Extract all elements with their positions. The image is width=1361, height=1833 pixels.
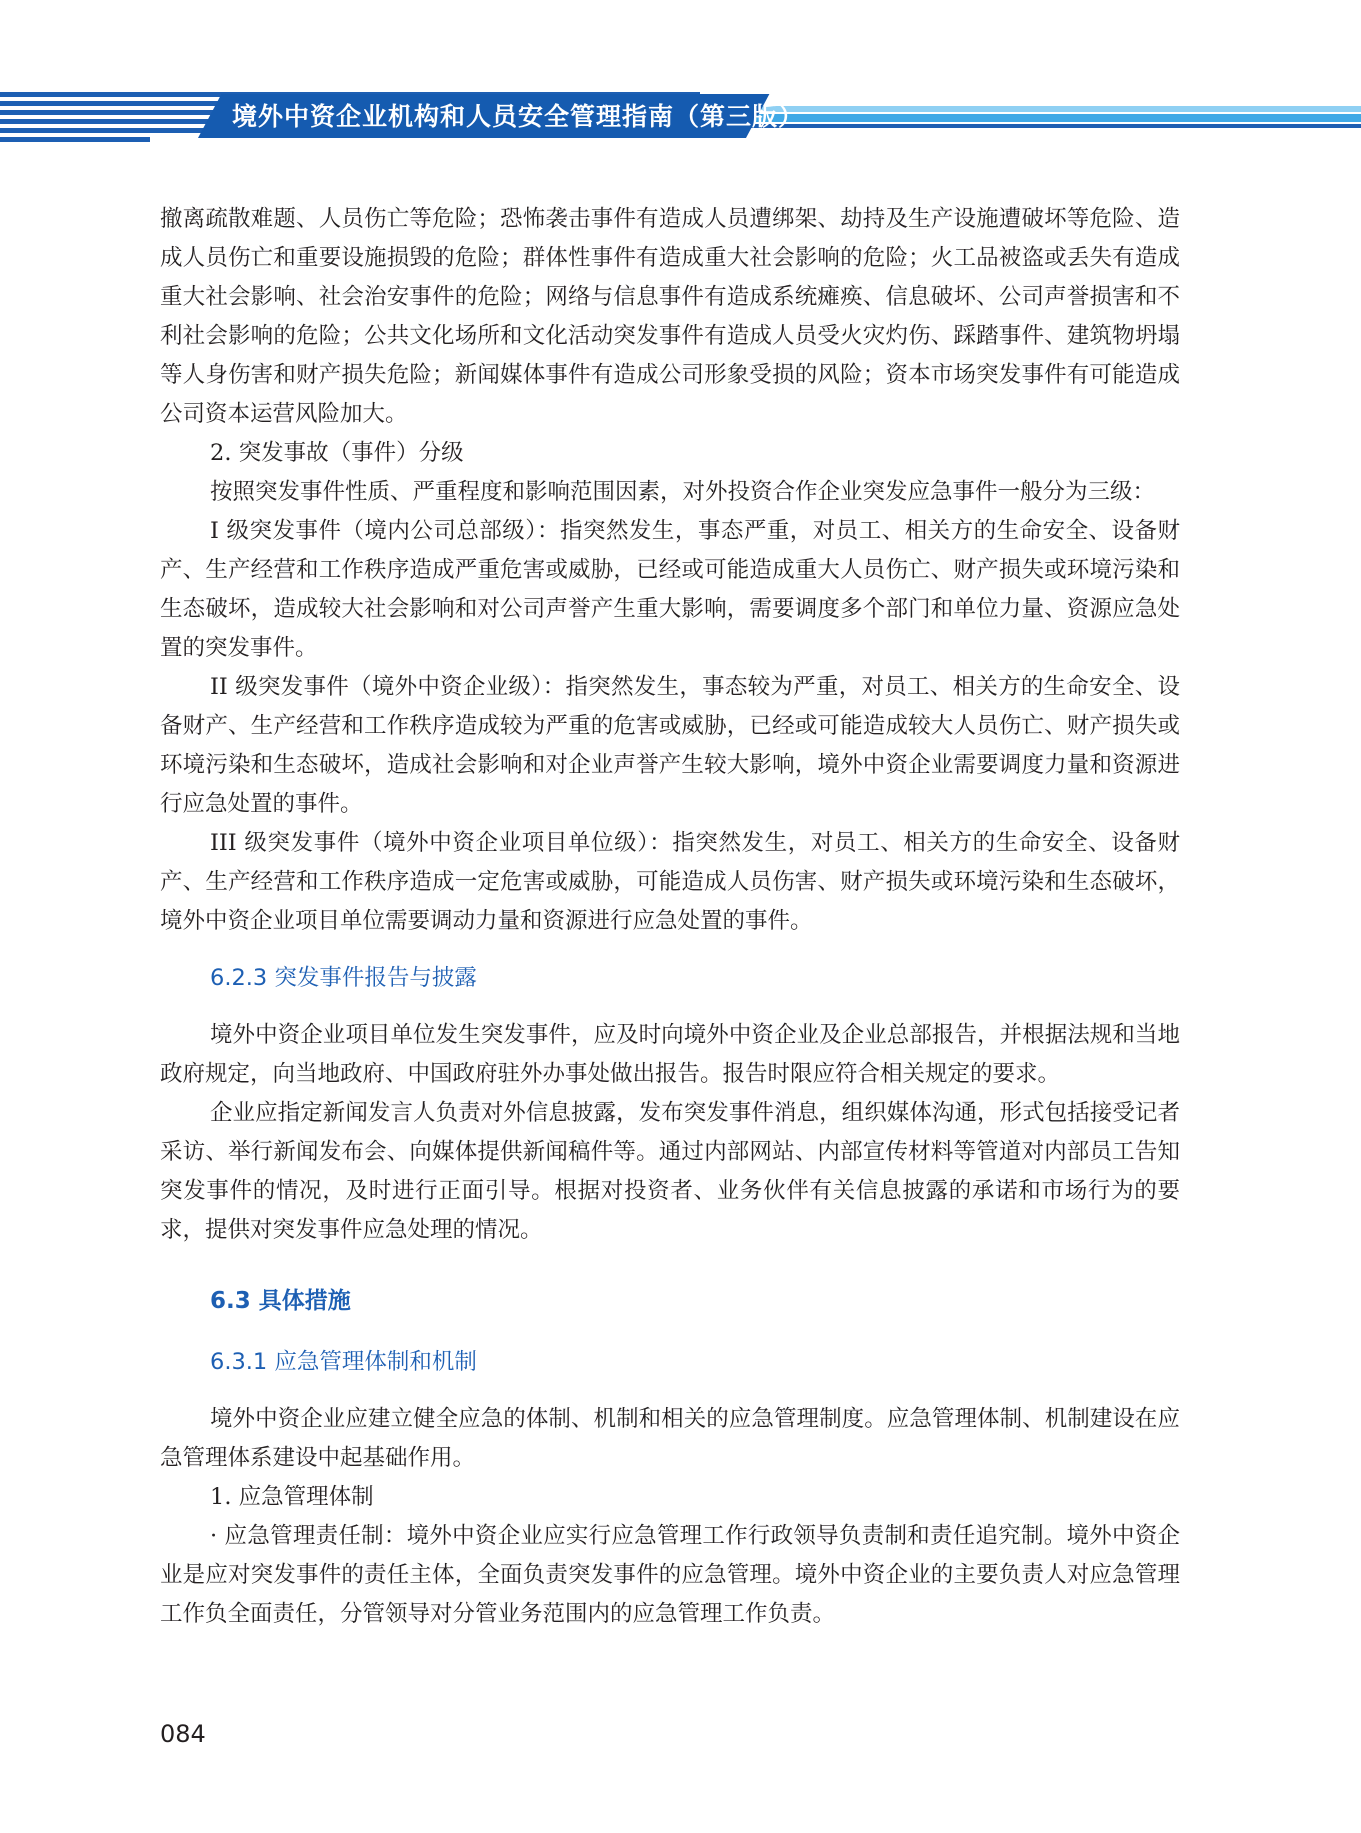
paragraph: III 级突发事件（境外中资企业项目单位级）：指突然发生，对员工、相关方的生命安全、设备财产、生产经营和工作秩序造成一定危害或威胁，可能造成人员伤害、财产损失或环境污染和生态破坏，境外中资企业项目单位需要调动力量和资源进行应急处置的事件。 (160, 830, 1180, 934)
paragraph: 企业应指定新闻发言人负责对外信息披露，发布突发事件消息，组织媒体沟通，形式包括接受记者采访、举行新闻发布会、向媒体提供新闻稿件等。通过内部网站、内部宣传材料等管道对内部员工告知突发事件的情况，及时进行正面引导。根据对投资者、业务伙伴有关信息披露的承诺和市场行为的要求，提供对突发事件应急处理的情况。 (160, 1100, 1180, 1243)
header-accent-line-light (760, 106, 1361, 112)
paragraph: 撤离疏散难题、人员伤亡等危险；恐怖袭击事件有造成人员遭绑架、劫持及生产设施遭破坏等危险、造成人员伤亡和重要设施损毁的危险；群体性事件有造成重大社会影响的危险；火工品被盗或丢失有造成重大社会影响、社会治安事件的危险；网络与信息事件有造成系统瘫痪、信息破坏、公司声誉损害和不利社会影响的危险；公共文化场所和文化活动突发事件有造成人员受火灾灼伤、踩踏事件、建筑物坍塌等人身伤害和财产损失危险；新闻媒体事件有造成公司形象受损的风险；资本市场突发事件有可能造成公司资本运营风险加大。 (160, 206, 1180, 427)
paragraph: I 级突发事件（境内公司总部级）：指突然发生，事态严重，对员工、相关方的生命安全、设备财产、生产经营和工作秩序造成严重危害或威胁，已经或可能造成重大人员伤亡、财产损失或环境污染和生态破坏，造成较大社会影响和对公司声誉产生重大影响，需要调度多个部门和单位力量、资源应急处置的突发事件。 (160, 518, 1180, 661)
header-accent-line-dark (740, 124, 1361, 128)
paragraph: 按照突发事件性质、严重程度和影响范围因素，对外投资合作企业突发应急事件一般分为三级： (210, 479, 1156, 505)
header-title: 境外中资企业机构和人员安全管理指南（第三版） (232, 102, 805, 131)
section-heading-6-2-3: 6.2.3 突发事件报告与披露 (210, 965, 477, 991)
list-heading: 2. 突发事故（事件）分级 (210, 440, 464, 466)
section-heading-6-3: 6.3 具体措施 (210, 1288, 351, 1314)
page-number: 084 (160, 1720, 206, 1748)
paragraph: 境外中资企业项目单位发生突发事件，应及时向境外中资企业及企业总部报告，并根据法规和当地政府规定，向当地政府、中国政府驻外办事处做出报告。报告时限应符合相关规定的要求。 (160, 1022, 1180, 1087)
section-heading-6-3-1: 6.3.1 应急管理体制和机制 (210, 1349, 477, 1375)
page-header (0, 92, 1361, 142)
list-heading: 1. 应急管理体制 (210, 1484, 374, 1510)
paragraph: 境外中资企业应建立健全应急的体制、机制和相关的应急管理制度。应急管理体制、机制建设在应急管理体系建设中起基础作用。 (160, 1406, 1180, 1471)
bullet-paragraph: · 应急管理责任制：境外中资企业应实行应急管理工作行政领导负责制和责任追究制。境外中资企业是应对突发事件的责任主体，全面负责突发事件的应急管理。境外中资企业的主要负责人对应急管理工作负全面责任，分管领导对分管业务范围内的应急管理工作负责。 (160, 1523, 1180, 1627)
page-content (160, 200, 1180, 1634)
paragraph: II 级突发事件（境外中资企业级）：指突然发生，事态较为严重，对员工、相关方的生命安全、设备财产、生产经营和工作秩序造成较为严重的危害或威胁，已经或可能造成较大人员伤亡、财产损失或环境污染和生态破坏，造成社会影响和对企业声誉产生较大影响，境外中资企业需要调度力量和资源进行应急处置的事件。 (160, 674, 1180, 817)
